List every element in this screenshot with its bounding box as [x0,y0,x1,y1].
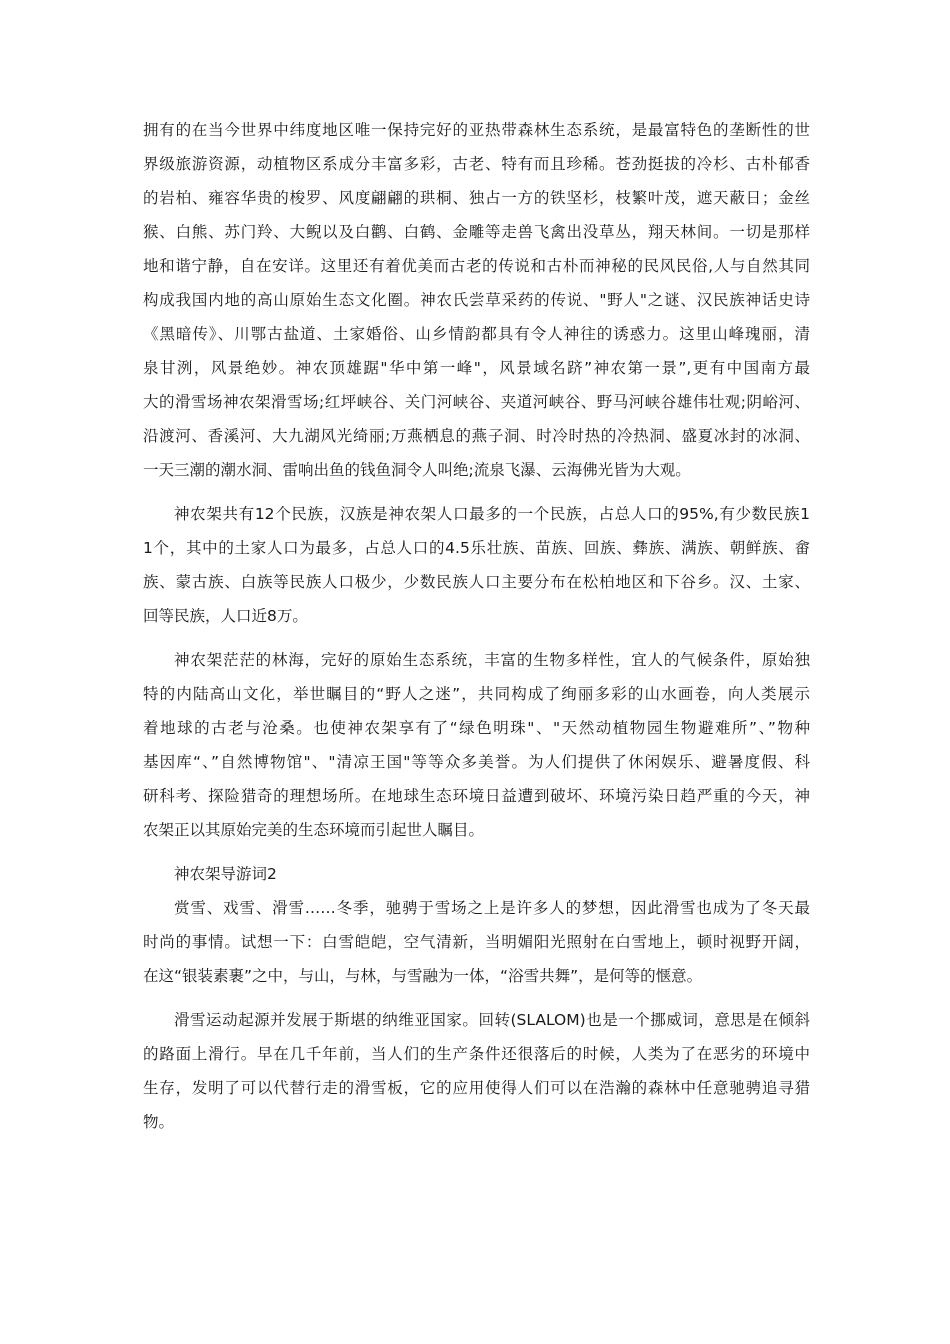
paragraph-skiing [143,891,810,993]
text-line: 构成我国内地的高山原始生态文化圈。神农氏尝草采药的传说、"野人"之谜、汉民族神话史诗 [143,291,810,309]
text-line: 回等民族，人口近8万。 [143,607,308,625]
text-line: 的路面上滑行。早在几千年前，当人们的生产条件还很落后的时候，人类为了在恶劣的环境中 [143,1045,810,1063]
text-line: 特的内陆高山文化，举世瞩目的“野人之迷”，共同构成了绚丽多彩的山水画卷，向人类展示 [143,685,810,703]
text-line: 基因库“、”自然博物馆"、"清凉王国"等等众多美誉。为人们提供了休闲娱乐、避暑度假、科 [143,753,810,771]
text-line: 猴、白熊、苏门羚、大鲵以及白鹳、白鹤、金雕等走兽飞禽出没草丛，翔天林间。一切是那样 [143,223,810,241]
text-line: 神农架茫茫的林海，完好的原始生态系统，丰富的生物多样性，宜人的气候条件，原始独 [174,651,810,669]
text-line: 拥有的在当今世界中纬度地区唯一保持完好的亚热带森林生态系统，是最富特色的垄断性的世 [143,121,810,139]
text-line: 研科考、探险猎奇的理想场所。在地球生态环境日益遭到破坏、环境污染日趋严重的今天，神 [143,787,810,805]
text-line: 物。 [143,1113,175,1131]
text-line: 界级旅游资源，动植物区系成分丰富多彩，古老、特有而且珍稀。苍劲挺拔的冷杉、古朴郁香 [143,155,810,173]
text-line: 泉甘洌，风景绝妙。神农顶雄踞"华中第一峰"，风景域名跻”神农第一景”,更有中国南方最 [143,359,810,377]
text-line: 《黑暗传》、川鄂古盐道、土家婚俗、山乡情韵都具有令人神往的诱惑力。这里山峰瑰丽，清 [143,325,810,343]
paragraph-ethnic-groups [143,497,810,633]
text-line: 生存，发明了可以代替行走的滑雪板，它的应用使得人们可以在浩瀚的森林中任意驰骋追寻猎 [143,1079,810,1097]
section-heading [143,857,810,891]
text-line: 族、蒙古族、白族等民族人口极少，少数民族人口主要分布在松柏地区和下谷乡。汉、土家、 [143,573,810,591]
text-line: 沿渡河、香溪河、大九湖风光绮丽;万燕栖息的燕子洞、时冷时热的冷热洞、盛夏冰封的冰洞、 [143,427,810,445]
text-line: 时尚的事情。试想一下：白雪皑皑，空气清新，当明媚阳光照射在白雪地上，顿时视野开阔， [143,933,810,951]
paragraph-forest [143,643,810,847]
text-line: 大的滑雪场神农架滑雪场;红坪峡谷、关门河峡谷、夹道河峡谷、野马河峡谷雄伟壮观;阴峪河、 [143,393,810,411]
text-line: 地和谐宁静，自在安详。这里还有着优美而古老的传说和古朴而神秘的民风民俗,人与自然其同 [143,257,810,275]
document-body [143,110,810,1139]
paragraph-ski-origin [143,1003,810,1139]
text-line: 在这“银装素裹”之中，与山，与林，与雪融为一体，“浴雪共舞”，是何等的惬意。 [143,967,703,985]
text-line: 1个，其中的土家人口为最多，占总人口的4.5乐壮族、苗族、回族、彝族、满族、朝鲜族、畲 [143,539,810,557]
text-line: 着地球的古老与沧桑。也使神农架享有了“绿色明珠"、"天然动植物园生物避难所”、”物种 [143,719,810,737]
heading-text: 神农架导游词2 [174,865,277,883]
text-line: 的岩柏、雍容华贵的梭罗、风度翩翩的珙桐、独占一方的铁坚杉，枝繁叶茂，遮天蔽日；金丝 [143,189,810,207]
text-line: 一天三潮的潮水洞、雷响出鱼的钱鱼洞令人叫绝;流泉飞瀑、云海佛光皆为大观。 [143,461,691,479]
paragraph-ecosystem [143,110,810,487]
text-line: 神农架共有12个民族，汉族是神农架人口最多的一个民族，占总人口的95%,有少数民族1 [174,505,810,523]
text-line: 赏雪、戏雪、滑雪……冬季，驰骋于雪场之上是许多人的梦想，因此滑雪也成为了冬天最 [174,899,810,917]
text-line: 滑雪运动起源并发展于斯堪的纳维亚国家。回转(SLALOM)也是一个挪威词，意思是在倾斜 [174,1011,810,1029]
text-line: 农架正以其原始完美的生态环境而引起世人瞩目。 [143,821,485,839]
